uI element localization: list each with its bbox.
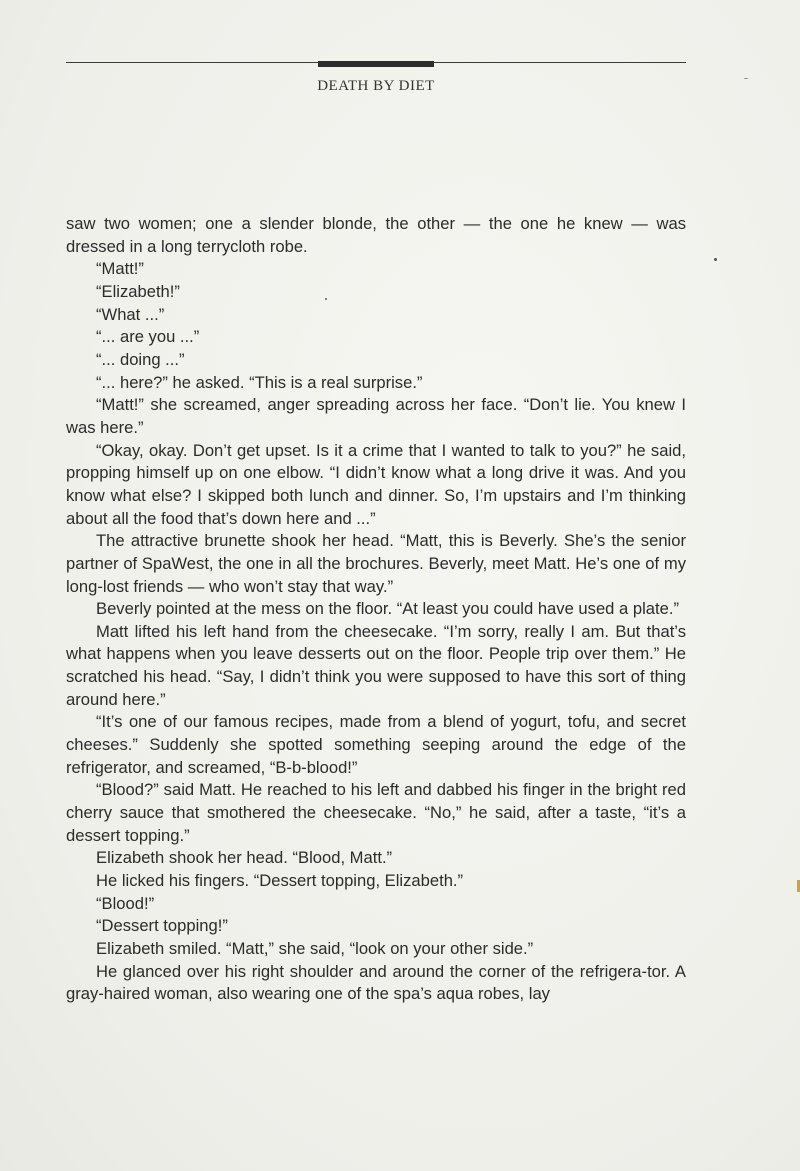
paragraph: “Elizabeth!”: [96, 281, 180, 301]
paragraph: “Dessert topping!”: [96, 916, 228, 936]
body-text: [66, 213, 686, 1006]
paper-speck: [714, 258, 717, 261]
paragraph: “... are you ...”: [96, 327, 200, 347]
paragraph: Matt lifted his left hand from the cheesecake. “I’m sorry, really I am. But that’s what happens when you leave desserts out on the floor. People trip over them.” He scratched his head. “Say, I didn’t think you were supposed to have this sort of thing around here.”: [66, 621, 686, 709]
paragraph: The attractive brunette shook her head. “Matt, this is Beverly. She’s the senior partner of SpaWest, the one in all the brochures. Beverly, meet Matt. He’s one of my long-lost friends — who won’t stay that way.”: [66, 531, 686, 596]
paragraph: Elizabeth shook her head. “Blood, Matt.”: [96, 848, 393, 868]
paragraph: “Okay, okay. Don’t get upset. Is it a crime that I wanted to talk to you?” he said, propping himself up on one elbow. “I didn’t know what a long drive it was. And you know what else? I skipped both lunch and dinner. So, I’m upstairs and I’m thinking about all the food that’s down here and ...”: [66, 440, 686, 528]
paragraph: “Blood!”: [96, 893, 155, 913]
paragraph: “What ...”: [96, 304, 165, 324]
paragraph: “It’s one of our famous recipes, made from a blend of yogurt, tofu, and secret cheeses.” Suddenly she spotted something seeping around the edge of the refrigerator, and screamed, “B-b-blood!”: [66, 712, 686, 777]
paragraph: Elizabeth smiled. “Matt,” she said, “look on your other side.”: [96, 939, 534, 958]
header-rule-tab: [318, 61, 434, 67]
running-head: DEATH BY DIET: [317, 78, 435, 94]
paragraph: saw two women; one a slender blonde, the other — the one he knew — was dressed in a long terrycloth robe.: [66, 214, 686, 256]
paragraph: “... doing ...”: [96, 349, 185, 369]
paragraph: Beverly pointed at the mess on the floor. “At least you could have used a plate.”: [96, 599, 679, 619]
paper-speck: [325, 298, 327, 300]
paragraph: “Matt!” she screamed, anger spreading across her face. “Don’t lie. You knew I was here.”: [66, 395, 686, 437]
paragraph: He glanced over his right shoulder and around the corner of the refrigera-tor. A gray-haired woman, also wearing one of the spa’s aqua robes, lay: [66, 961, 686, 1004]
paragraph: “... here?” he asked. “This is a real surprise.”: [96, 372, 423, 392]
paper-speck: [744, 78, 748, 79]
paragraph: “Blood?” said Matt. He reached to his left and dabbed his finger in the bright red cherry sauce that smothered the cheesecake. “No,” he said, after a taste, “it’s a dessert topping.”: [66, 780, 686, 845]
paragraph: He licked his fingers. “Dessert topping, Elizabeth.”: [96, 871, 464, 891]
paragraph: “Matt!”: [96, 259, 144, 279]
